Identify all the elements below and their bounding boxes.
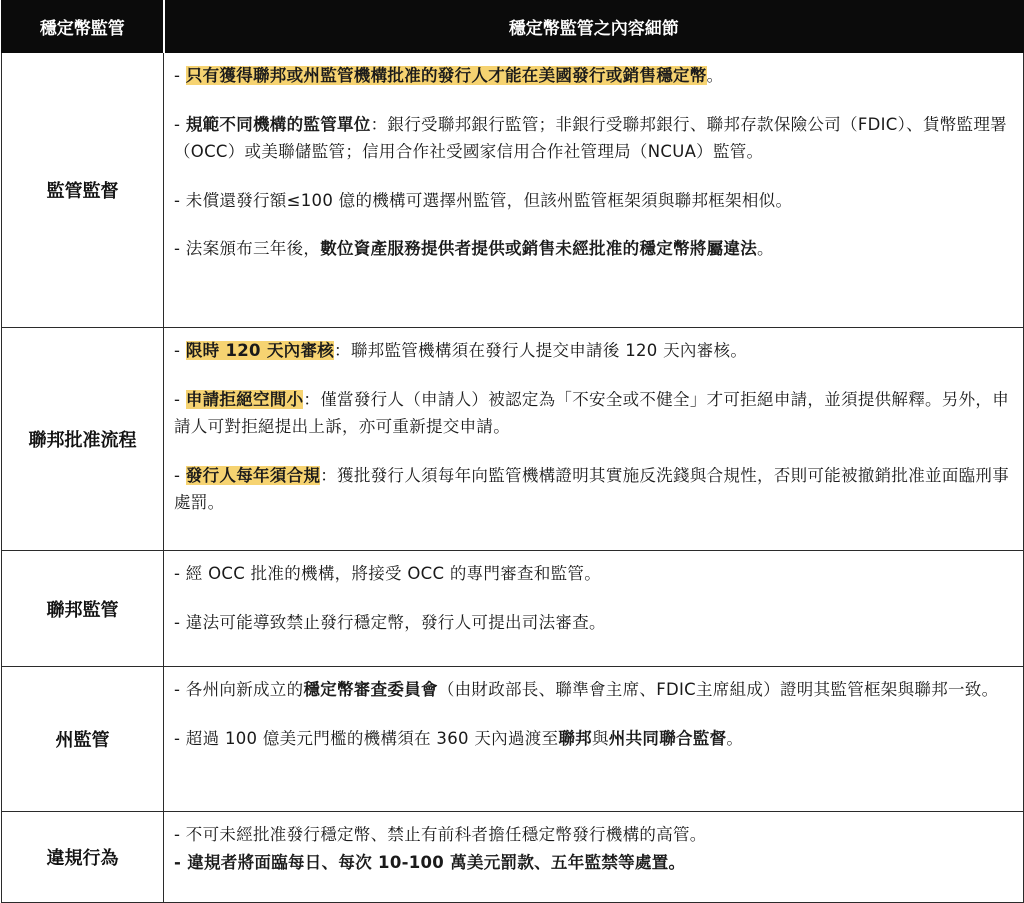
detail-item [174,676,1013,704]
detail-item [174,62,1013,90]
detail-item [174,821,1013,849]
detail-text: - 未償還發行額≤100 億的機構可選擇州監管，但該州監管框架須與聯邦框架相似。 [174,190,793,210]
detail-text: ：獲批發行人須每年向監管機構證明其實施反洗錢與合規性，否則可能被撤銷批准並面臨刑事處罰。 [174,465,1010,512]
detail-item [174,462,1013,517]
table-row [2,328,1024,551]
detail-item [174,337,1013,365]
table-row [2,53,1024,328]
detail-text: - 經 OCC 批准的機構，將接受 OCC 的專門審查和監管。 [174,564,602,583]
detail-text: - [174,114,186,134]
detail-text: - 違法可能導致禁止發行穩定幣，發行人可提出司法審查。 [174,612,606,632]
stablecoin-regulation-table [1,0,1024,903]
detail-item [174,187,1013,215]
category-cell: 聯邦監管 [2,551,164,667]
details-cell [164,812,1024,903]
table-row [2,551,1024,667]
detail-text: - [174,66,186,85]
detail-item [174,560,1013,588]
detail-text: （由財政部長、聯準會主席、FDIC主席組成）證明其監管框架與聯邦一致。 [437,680,999,699]
bold-text: 穩定幣審查委員會 [303,680,438,699]
highlighted-text: 只有獲得聯邦或州監管機構批准的發行人才能在美國發行或銷售穩定幣 [185,66,707,85]
table-header [2,1,1024,53]
bold-text: 數位資產服務提供者提供或銷售未經批准的穩定幣將屬違法 [320,239,758,258]
detail-text: ：聯邦監管機構須在發行人提交申請後 120 天內審核。 [334,341,748,360]
header-details: 穩定幣監管之內容細節 [164,1,1024,53]
detail-text: 。 [757,239,774,258]
category-cell: 州監管 [2,667,164,812]
detail-text: - 法案頒布三年後， [174,239,321,258]
detail-text: - [174,341,186,360]
detail-text: - [174,389,186,409]
detail-text: - 不可未經批准發行穩定幣、禁止有前科者擔任穩定幣發行機構的高管。 [174,825,707,844]
detail-text: 與 [591,728,609,748]
detail-text: 。 [726,728,744,748]
detail-text: 。 [706,66,724,85]
bold-text: - 違規者將面臨每日、每次 10-100 萬美元罰款、五年監禁等處置。 [174,852,686,872]
header-category: 穩定幣監管 [2,1,164,53]
detail-item [174,235,1013,263]
highlighted-text: 發行人每年須合規 [185,465,321,485]
category-cell: 違規行為 [2,812,164,903]
detail-item [174,849,1013,877]
details-cell [164,551,1024,667]
detail-text: - [174,465,186,485]
detail-item [174,725,1013,753]
highlighted-text: 申請拒絕空間小 [185,389,304,409]
detail-text: ：僅當發行人（申請人）被認定為「不安全或不健全」才可拒絕申請，並須提供解釋。另外，申請人可對拒絕提出上訴，亦可重新提交申請。 [174,389,1010,436]
table-row [2,667,1024,812]
bold-text: 聯邦 [558,728,592,748]
detail-item [174,386,1013,441]
header-row [2,1,1024,53]
category-cell: 監管監督 [2,53,164,328]
detail-item [174,111,1013,166]
details-cell [164,667,1024,812]
category-cell: 聯邦批准流程 [2,328,164,551]
details-cell [164,328,1024,551]
table-row [2,812,1024,903]
detail-text: ：銀行受聯邦銀行監管；非銀行受聯邦銀行、聯邦存款保險公司（FDIC）、貨幣監理署 （OCC）或美聯儲監管；信用合作社受國家信用合作社管理局（NCUA）監管。 [174,114,1007,161]
table-body [2,53,1024,903]
detail-item [174,609,1013,637]
bold-text: 規範不同機構的監管單位 [185,114,371,134]
details-cell [164,53,1024,328]
detail-text: - 各州向新成立的 [174,680,304,699]
highlighted-text: 限時 120 天內審核 [185,341,335,360]
detail-text: - 超過 100 億美元門檻的機構須在 360 天內過渡至 [174,728,559,748]
bold-text: 州共同聯合監督 [608,728,727,748]
